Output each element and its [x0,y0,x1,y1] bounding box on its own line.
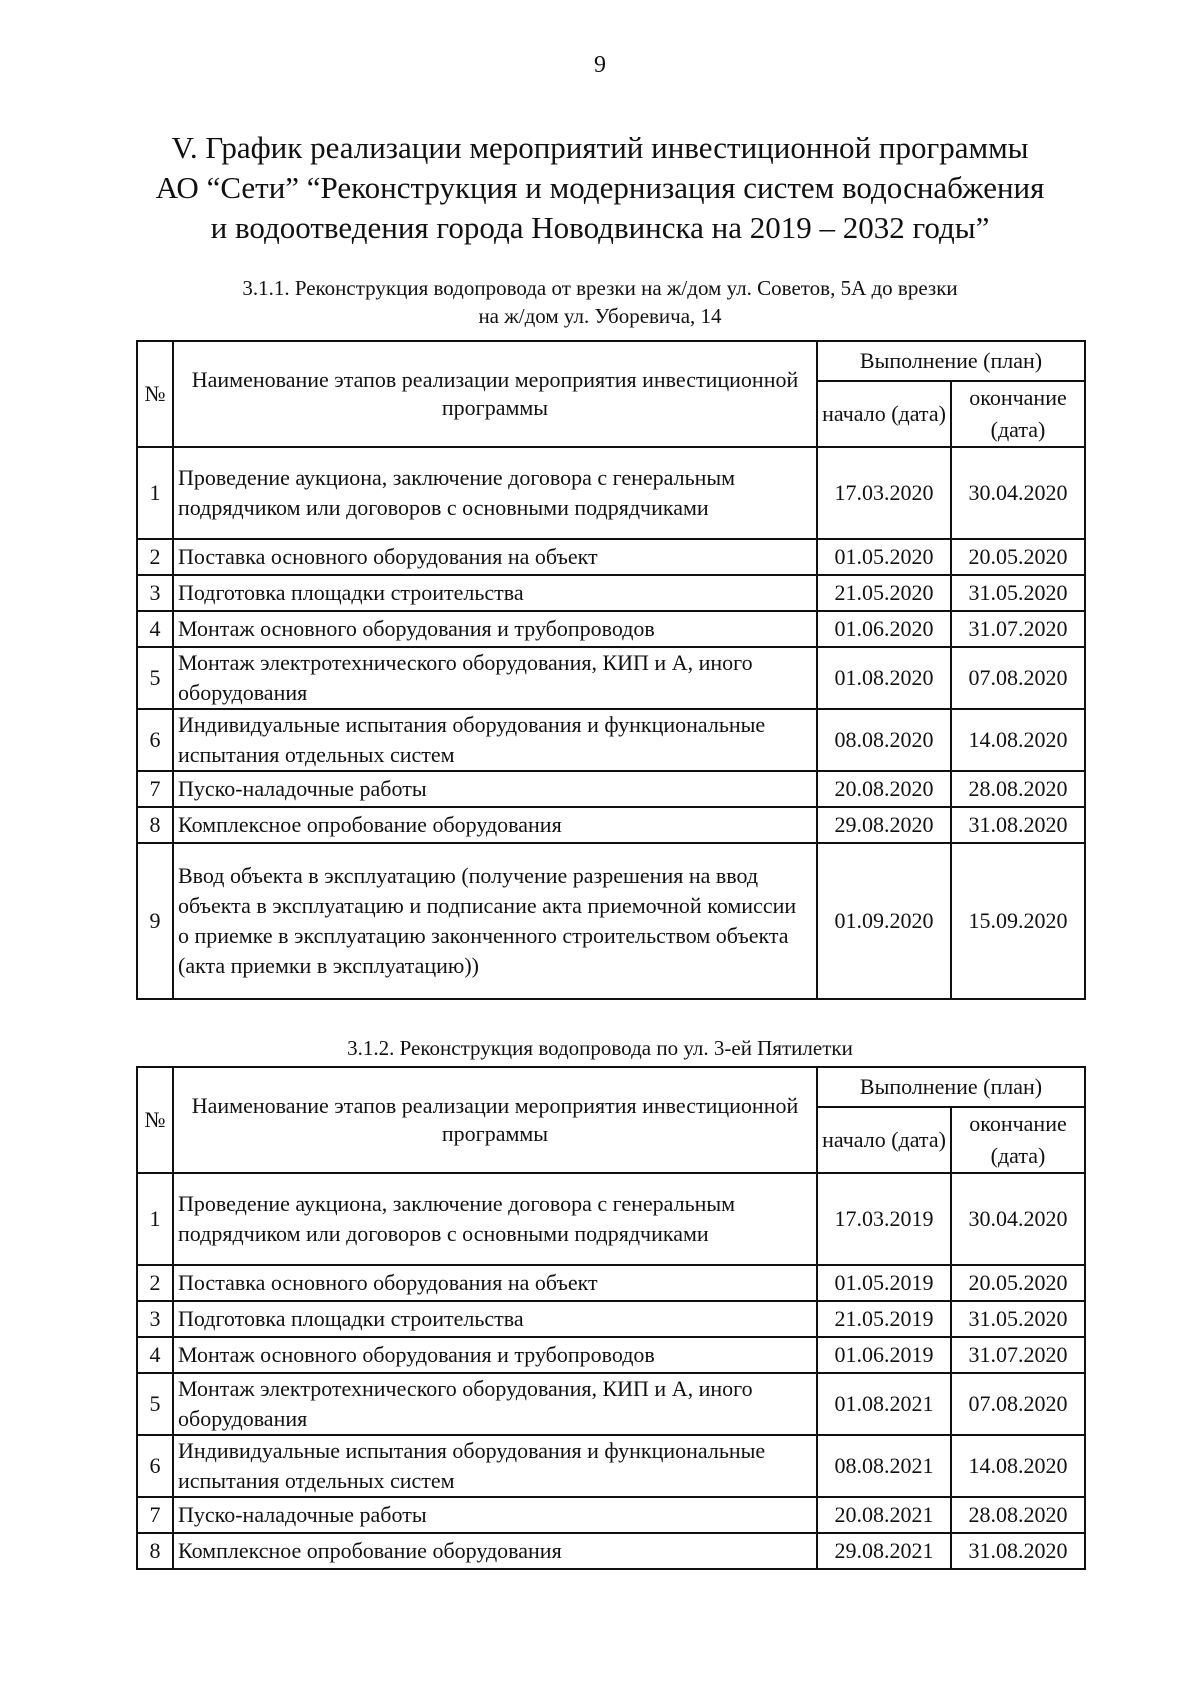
row-stage-name: Поставка основного оборудования на объект [173,1265,817,1301]
header-start-date: начало (дата) [817,381,951,447]
header-num: № [137,341,173,447]
row-stage-name: Монтаж электротехнического оборудования, КИП и А, иного оборудования [173,1373,817,1435]
row-stage-name: Индивидуальные испытания оборудования и функциональные испытания отдельных систем [173,709,817,771]
row-stage-name: Монтаж основного оборудования и трубопроводов [173,1337,817,1373]
section-caption-line-1: 3.1.2. Реконструкция водопровода по ул. 3-ей Пятилетки [347,1036,853,1060]
row-start-date: 01.06.2020 [817,611,951,647]
row-stage-name: Пуско-наладочные работы [173,771,817,807]
row-start-date: 21.05.2020 [817,575,951,611]
row-stage-name: Проведение аукциона, заключение договора с генеральным подрядчиком или договоров с основными подрядчиками [173,1173,817,1265]
row-end-date: 07.08.2020 [951,1373,1085,1435]
row-end-date: 07.08.2020 [951,647,1085,709]
table-row [137,843,1085,999]
row-num: 2 [137,539,173,575]
row-stage-name: Монтаж основного оборудования и трубопроводов [173,611,817,647]
row-start-date: 20.08.2020 [817,771,951,807]
row-num: 5 [137,647,173,709]
row-stage-name: Подготовка площадки строительства [173,575,817,611]
row-start-date: 01.05.2020 [817,539,951,575]
table-row [137,1301,1085,1337]
row-num: 3 [137,575,173,611]
header-plan: Выполнение (план) [817,1067,1085,1107]
row-num: 6 [137,709,173,771]
row-stage-name: Ввод объекта в эксплуатацию (получение разрешения на ввод объекта в эксплуатацию и подписание акта приемочной комиссии о приемке в эксплуатацию законченного строительством объекта (акта приемки в эксплуатацию)) [173,843,817,999]
row-end-date: 15.09.2020 [951,843,1085,999]
schedule-table-3-1-1 [136,340,1086,1000]
row-end-date: 31.07.2020 [951,1337,1085,1373]
row-num: 8 [137,807,173,843]
section-caption-line-1: 3.1.1. Реконструкция водопровода от врезки на ж/дом ул. Советов, 5А до врезки [242,276,958,300]
row-start-date: 20.08.2021 [817,1497,951,1533]
row-num: 7 [137,1497,173,1533]
row-start-date: 01.08.2021 [817,1373,951,1435]
row-stage-name: Индивидуальные испытания оборудования и функциональные испытания отдельных систем [173,1435,817,1497]
row-start-date: 01.05.2019 [817,1265,951,1301]
row-end-date: 31.05.2020 [951,1301,1085,1337]
row-num: 9 [137,843,173,999]
title-line-3: и водоотведения города Новодвинска на 2019 – 2032 годы” [210,210,990,245]
row-num: 1 [137,1173,173,1265]
table-row [137,807,1085,843]
section-caption-3-1-2 [140,1034,1060,1062]
row-start-date: 01.09.2020 [817,843,951,999]
row-stage-name: Пуско-наладочные работы [173,1497,817,1533]
row-end-date: 20.05.2020 [951,539,1085,575]
row-stage-name: Комплексное опробование оборудования [173,1533,817,1569]
row-start-date: 08.08.2021 [817,1435,951,1497]
row-start-date: 17.03.2020 [817,447,951,539]
table-row [137,771,1085,807]
header-end-date: окончание (дата) [951,1107,1085,1173]
row-stage-name: Монтаж электротехнического оборудования, КИП и А, иного оборудования [173,647,817,709]
row-end-date: 30.04.2020 [951,447,1085,539]
table-row [137,647,1085,709]
row-start-date: 17.03.2019 [817,1173,951,1265]
row-end-date: 28.08.2020 [951,1497,1085,1533]
table-row [137,1173,1085,1265]
row-stage-name: Комплексное опробование оборудования [173,807,817,843]
header-end-date: окончание (дата) [951,381,1085,447]
row-num: 2 [137,1265,173,1301]
table-row [137,1373,1085,1435]
row-stage-name: Подготовка площадки строительства [173,1301,817,1337]
row-start-date: 29.08.2020 [817,807,951,843]
table-row [137,611,1085,647]
schedule-table-3-1-2 [136,1066,1086,1570]
document-title [100,128,1100,248]
row-num: 6 [137,1435,173,1497]
row-num: 4 [137,1337,173,1373]
table-row [137,1265,1085,1301]
row-end-date: 30.04.2020 [951,1173,1085,1265]
row-end-date: 31.08.2020 [951,807,1085,843]
table-row [137,539,1085,575]
table-row [137,1435,1085,1497]
row-end-date: 31.07.2020 [951,611,1085,647]
row-end-date: 31.08.2020 [951,1533,1085,1569]
row-stage-name: Поставка основного оборудования на объект [173,539,817,575]
table-row [137,1497,1085,1533]
section-caption-line-2: на ж/дом ул. Уборевича, 14 [478,304,722,328]
row-num: 4 [137,611,173,647]
header-start-date: начало (дата) [817,1107,951,1173]
header-stage-name: Наименование этапов реализации мероприятия инвестиционной программы [173,1067,817,1173]
header-num: № [137,1067,173,1173]
row-end-date: 28.08.2020 [951,771,1085,807]
title-line-1: V. График реализации мероприятий инвестиционной программы [171,130,1029,165]
table-row [137,709,1085,771]
section-caption-3-1-1 [140,274,1060,330]
table-row [137,575,1085,611]
table-row [137,447,1085,539]
table-row [137,1337,1085,1373]
row-num: 7 [137,771,173,807]
header-plan: Выполнение (план) [817,341,1085,381]
row-stage-name: Проведение аукциона, заключение договора с генеральным подрядчиком или договоров с основными подрядчиками [173,447,817,539]
row-num: 8 [137,1533,173,1569]
row-start-date: 29.08.2021 [817,1533,951,1569]
row-start-date: 01.08.2020 [817,647,951,709]
row-end-date: 31.05.2020 [951,575,1085,611]
row-start-date: 01.06.2019 [817,1337,951,1373]
row-end-date: 14.08.2020 [951,709,1085,771]
row-start-date: 08.08.2020 [817,709,951,771]
page-number: 9 [594,52,606,78]
row-start-date: 21.05.2019 [817,1301,951,1337]
row-num: 1 [137,447,173,539]
title-line-2: АО “Сети” “Реконструкция и модернизация систем водоснабжения [155,170,1045,205]
row-end-date: 14.08.2020 [951,1435,1085,1497]
row-num: 3 [137,1301,173,1337]
header-stage-name: Наименование этапов реализации мероприятия инвестиционной программы [173,341,817,447]
row-num: 5 [137,1373,173,1435]
table-row [137,1533,1085,1569]
row-end-date: 20.05.2020 [951,1265,1085,1301]
